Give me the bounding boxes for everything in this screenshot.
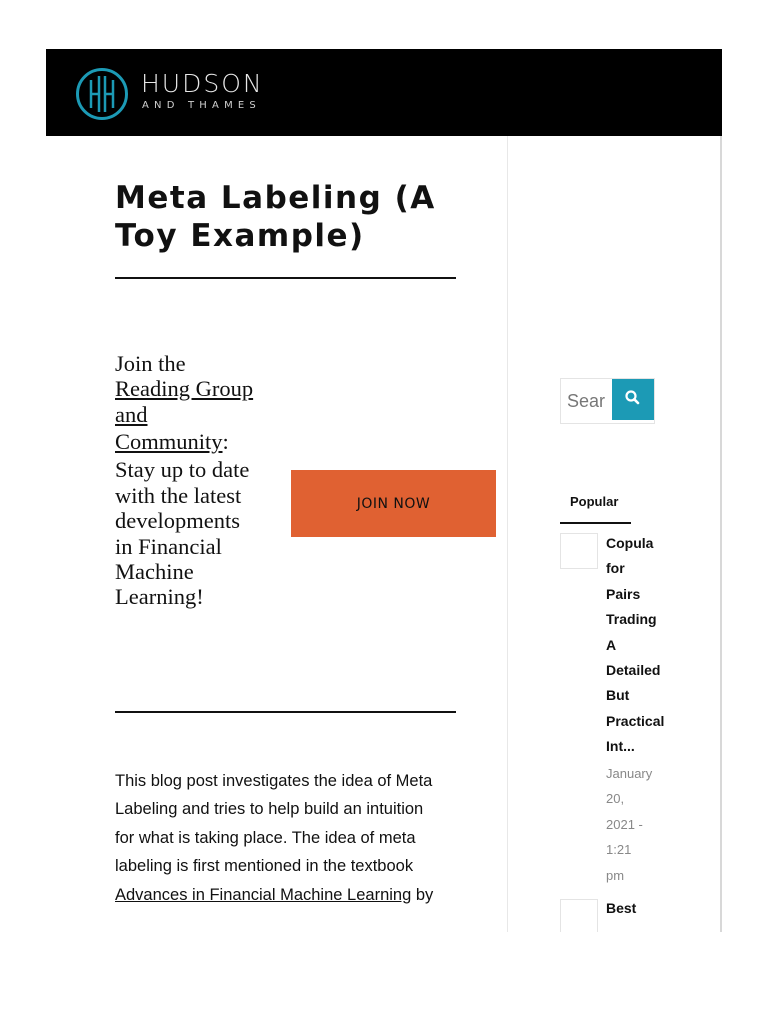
promo-line: developments — [115, 508, 240, 534]
page-right-edge — [720, 136, 722, 932]
reading-group-link[interactable] — [115, 376, 290, 454]
promo-divider — [115, 711, 456, 713]
search-input[interactable] — [561, 379, 619, 423]
promo-line: in Financial — [115, 533, 222, 559]
promo-line: Machine — [115, 559, 194, 585]
body-line: labeling is first mentioned in the textbook — [115, 857, 414, 876]
post-title-line[interactable]: But — [606, 687, 630, 704]
site-header — [46, 49, 722, 136]
post-date-line: January — [606, 766, 653, 781]
post-title-line[interactable]: Best — [606, 900, 637, 916]
post-title-line[interactable]: Detailed — [606, 662, 661, 679]
search-button[interactable] — [612, 378, 654, 420]
body-line-end: by — [411, 885, 434, 904]
post-thumbnail[interactable] — [560, 899, 598, 932]
popular-post-title[interactable] — [606, 896, 666, 921]
afml-book-link[interactable]: Advances in Financial Machine Learning — [115, 885, 412, 904]
join-promo-text — [115, 351, 290, 610]
title-divider — [115, 277, 456, 279]
post-thumbnail[interactable] — [560, 533, 598, 569]
tab-popular[interactable]: Popular — [570, 494, 619, 509]
brand-tagline: AND THAMES — [142, 100, 261, 111]
post-title-line[interactable]: Practical — [606, 712, 665, 729]
post-title-line[interactable]: A — [606, 636, 617, 653]
post-date-line: 1:21 — [606, 842, 632, 858]
link-line[interactable]: Community — [115, 429, 223, 455]
link-line[interactable]: Reading Group — [115, 376, 254, 402]
join-prefix: Join the — [115, 351, 186, 376]
popular-post-date — [606, 761, 666, 888]
search-icon — [612, 378, 654, 420]
promo-line: Learning! — [115, 584, 204, 610]
promo-line: with the latest — [115, 482, 242, 508]
hudson-thames-logo-icon[interactable] — [75, 67, 129, 121]
popular-post-title[interactable] — [606, 531, 666, 760]
post-title-line[interactable]: Int... — [606, 738, 635, 755]
post-title-line[interactable]: Trading — [606, 611, 657, 628]
post-date-line: pm — [606, 867, 625, 883]
promo-line: Stay up to date — [115, 457, 250, 483]
brand-name[interactable]: HUDSON — [141, 69, 264, 98]
tab-popular-underline — [560, 522, 631, 524]
page — [46, 49, 722, 932]
link-line[interactable]: and — [115, 401, 148, 427]
post-date-line: 20, — [606, 791, 625, 807]
article-title: Meta Labeling (A Toy Example) — [115, 180, 436, 254]
post-title-line[interactable]: Pairs — [606, 585, 641, 602]
link-suffix: : — [222, 429, 229, 455]
body-line: This blog post investigates the idea of Meta — [115, 772, 433, 790]
body-line: Labeling and tries to help build an intuition — [115, 800, 424, 819]
body-line: for what is taking place. The idea of meta — [115, 828, 416, 847]
article-body — [115, 767, 460, 909]
sidebar-divider — [507, 136, 508, 932]
post-date-line: 2021 - — [606, 816, 643, 832]
join-now-button[interactable]: JOIN NOW — [291, 470, 496, 537]
post-title-line[interactable]: Copula — [606, 535, 654, 551]
post-title-line[interactable]: for — [606, 560, 625, 577]
sidebar-search — [560, 378, 655, 424]
